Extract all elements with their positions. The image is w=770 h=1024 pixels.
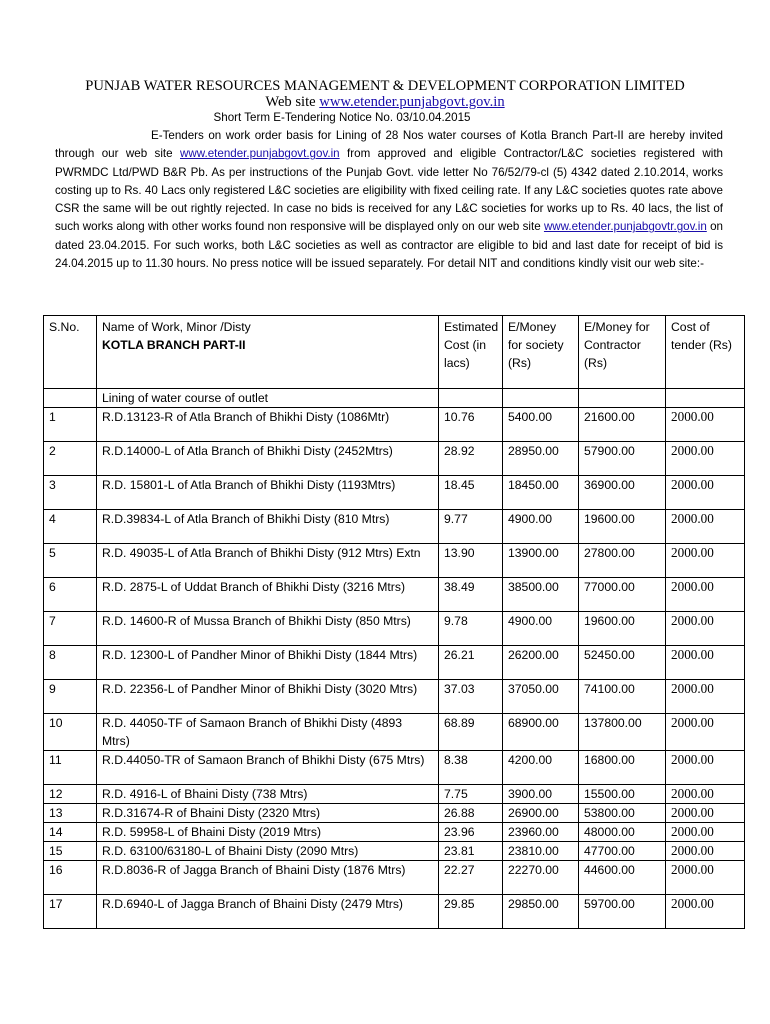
row-estimated-cost: 9.77 [439,510,503,544]
row-tender-cost: 2000.00 [666,442,745,476]
table-row [44,680,745,714]
row-tender-cost: 2000.00 [666,842,745,861]
row-tender-cost: 2000.00 [666,408,745,442]
intro-empty-cell [439,389,503,408]
row-sno: 8 [44,646,97,680]
row-sno: 16 [44,861,97,895]
row-sno: 15 [44,842,97,861]
table-row [44,476,745,510]
notice-number: Short Term E-Tendering Notice No. 03/10.04.2015 [213,111,471,124]
paragraph-part-3: on dated 23.04.2015. For such works, both L&C societies as well as contractor are eligible to bid and last date for receipt of bid is 24.04.2015 up to 11.30 hours. No press notice will be issued separately. For detail NIT and conditions kindly visit our web site:- [55,220,723,271]
row-sno: 2 [44,442,97,476]
row-estimated-cost: 13.90 [439,544,503,578]
row-tender-cost: 2000.00 [666,751,745,785]
intro-sno-cell [44,389,97,408]
row-estimated-cost: 8.38 [439,751,503,785]
row-estimated-cost: 23.81 [439,842,503,861]
row-work-name: R.D.8036-R of Jagga Branch of Bhaini Disty (1876 Mtrs) [97,861,439,895]
header-name-label: Name of Work, Minor /Disty [102,320,251,334]
row-emoney-contractor: 57900.00 [579,442,666,476]
table-row [44,751,745,785]
table-row [44,861,745,895]
row-emoney-contractor: 21600.00 [579,408,666,442]
row-tender-cost: 2000.00 [666,510,745,544]
tender-paragraph [55,127,723,273]
row-work-name: R.D. 49035-L of Atla Branch of Bhikhi Disty (912 Mtrs) Extn [97,544,439,578]
row-emoney-society: 23810.00 [503,842,579,861]
row-emoney-contractor: 52450.00 [579,646,666,680]
row-emoney-society: 26900.00 [503,804,579,823]
table-row [44,842,745,861]
row-sno: 1 [44,408,97,442]
page-title: PUNJAB WATER RESOURCES MANAGEMENT & DEVELOPMENT CORPORATION LIMITED [85,78,685,94]
paragraph-part-1: E-Tenders on work order basis for Lining of 28 Nos water courses of Kotla Branch Part-II are hereby invited through our web site [55,129,723,161]
row-sno: 17 [44,895,97,929]
row-tender-cost: 2000.00 [666,895,745,929]
row-estimated-cost: 22.27 [439,861,503,895]
etender-link-1[interactable]: www.etender.punjabgovt.gov.in [180,147,340,161]
row-emoney-society: 68900.00 [503,714,579,751]
row-sno: 14 [44,823,97,842]
row-emoney-society: 4200.00 [503,751,579,785]
row-emoney-society: 18450.00 [503,476,579,510]
row-tender-cost: 2000.00 [666,714,745,751]
row-work-name: R.D. 44050-TF of Samaon Branch of Bhikhi Disty (4893 Mtrs) [97,714,439,751]
row-emoney-contractor: 27800.00 [579,544,666,578]
row-sno: 3 [44,476,97,510]
header-emoney-society: E/Money for society (Rs) [503,316,579,389]
row-sno: 10 [44,714,97,751]
row-emoney-society: 37050.00 [503,680,579,714]
row-estimated-cost: 38.49 [439,578,503,612]
header-tender-cost: Cost of tender (Rs) [666,316,745,389]
intro-empty-cell [579,389,666,408]
row-estimated-cost: 18.45 [439,476,503,510]
row-estimated-cost: 29.85 [439,895,503,929]
row-sno: 4 [44,510,97,544]
row-estimated-cost: 23.96 [439,823,503,842]
row-estimated-cost: 7.75 [439,785,503,804]
row-tender-cost: 2000.00 [666,861,745,895]
row-work-name: R.D. 63100/63180-L of Bhaini Disty (2090 Mtrs) [97,842,439,861]
row-estimated-cost: 68.89 [439,714,503,751]
row-work-name: R.D. 15801-L of Atla Branch of Bhikhi Disty (1193Mtrs) [97,476,439,510]
row-emoney-contractor: 44600.00 [579,861,666,895]
row-emoney-contractor: 77000.00 [579,578,666,612]
table-row [44,510,745,544]
website-link[interactable]: www.etender.punjabgovt.gov.in [319,94,505,110]
row-estimated-cost: 28.92 [439,442,503,476]
row-sno: 12 [44,785,97,804]
row-estimated-cost: 10.76 [439,408,503,442]
table-intro-row [44,389,745,408]
table-row [44,442,745,476]
row-emoney-contractor: 74100.00 [579,680,666,714]
table-row [44,785,745,804]
row-estimated-cost: 9.78 [439,612,503,646]
row-emoney-contractor: 47700.00 [579,842,666,861]
website-line [0,94,770,110]
row-emoney-contractor: 15500.00 [579,785,666,804]
row-tender-cost: 2000.00 [666,612,745,646]
table-row [44,714,745,751]
header-branch-label: KOTLA BRANCH PART-II [102,338,246,352]
row-emoney-society: 38500.00 [503,578,579,612]
row-tender-cost: 2000.00 [666,680,745,714]
row-emoney-contractor: 48000.00 [579,823,666,842]
row-sno: 7 [44,612,97,646]
row-estimated-cost: 37.03 [439,680,503,714]
row-emoney-society: 3900.00 [503,785,579,804]
row-work-name: R.D.13123-R of Atla Branch of Bhikhi Disty (1086Mtr) [97,408,439,442]
row-emoney-contractor: 36900.00 [579,476,666,510]
row-sno: 6 [44,578,97,612]
intro-empty-cell [666,389,745,408]
row-work-name: R.D.6940-L of Jagga Branch of Bhaini Disty (2479 Mtrs) [97,895,439,929]
header-sno: S.No. [44,316,97,389]
paragraph-part-2: from approved and eligible Contractor/L&C societies registered with PWRMDC Ltd/PWD B&R Pb. As per instructions of the Punjab Govt. vide letter No 76/52/79-cl (5) 4342 dated 2.10.2014, works costing up to Rs. 40 Lacs only registered L&C societies are eligibility with fixed ceiling rate. If any L&C societies quotes rate above CSR the same will be out rightly rejected. In case no bids is received for any L&C societies for works up to Rs. 40 lacs, the list of such works along with other works found non responsive will be displayed only on our web site [55,147,723,234]
intro-empty-cell [503,389,579,408]
row-work-name: R.D.39834-L of Atla Branch of Bhikhi Disty (810 Mtrs) [97,510,439,544]
row-tender-cost: 2000.00 [666,544,745,578]
row-estimated-cost: 26.88 [439,804,503,823]
row-emoney-society: 4900.00 [503,612,579,646]
row-emoney-society: 28950.00 [503,442,579,476]
row-sno: 9 [44,680,97,714]
header-emoney-contractor: E/Money for Contractor (Rs) [579,316,666,389]
header-estimated-cost: Estimated Cost (in lacs) [439,316,503,389]
row-emoney-society: 5400.00 [503,408,579,442]
row-emoney-contractor: 53800.00 [579,804,666,823]
table-header-row [44,316,745,389]
row-tender-cost: 2000.00 [666,804,745,823]
row-emoney-society: 22270.00 [503,861,579,895]
row-work-name: R.D. 2875-L of Uddat Branch of Bhikhi Disty (3216 Mtrs) [97,578,439,612]
table-row [44,895,745,929]
row-emoney-contractor: 16800.00 [579,751,666,785]
row-emoney-society: 13900.00 [503,544,579,578]
row-tender-cost: 2000.00 [666,578,745,612]
table-row [44,612,745,646]
row-work-name: R.D.31674-R of Bhaini Disty (2320 Mtrs) [97,804,439,823]
row-work-name: R.D. 4916-L of Bhaini Disty (738 Mtrs) [97,785,439,804]
row-sno: 13 [44,804,97,823]
header-name-of-work [97,316,439,389]
row-emoney-society: 29850.00 [503,895,579,929]
row-emoney-society: 26200.00 [503,646,579,680]
row-sno: 11 [44,751,97,785]
row-tender-cost: 2000.00 [666,476,745,510]
table-row [44,646,745,680]
row-sno: 5 [44,544,97,578]
intro-text: Lining of water course of outlet [97,389,439,408]
etender-link-2[interactable]: www.etender.punjabgovtr.gov.in [543,220,707,234]
row-work-name: R.D. 59958-L of Bhaini Disty (2019 Mtrs) [97,823,439,842]
row-work-name: R.D. 22356-L of Pandher Minor of Bhikhi Disty (3020 Mtrs) [97,680,439,714]
table-row [44,804,745,823]
works-table [43,315,745,929]
table-row [44,823,745,842]
row-emoney-society: 4900.00 [503,510,579,544]
row-emoney-contractor: 59700.00 [579,895,666,929]
table-row [44,408,745,442]
row-work-name: R.D. 12300-L of Pandher Minor of Bhikhi Disty (1844 Mtrs) [97,646,439,680]
row-estimated-cost: 26.21 [439,646,503,680]
row-emoney-contractor: 137800.00 [579,714,666,751]
row-work-name: R.D.14000-L of Atla Branch of Bhikhi Disty (2452Mtrs) [97,442,439,476]
row-work-name: R.D. 14600-R of Mussa Branch of Bhikhi Disty (850 Mtrs) [97,612,439,646]
row-tender-cost: 2000.00 [666,785,745,804]
row-work-name: R.D.44050-TR of Samaon Branch of Bhikhi Disty (675 Mtrs) [97,751,439,785]
row-emoney-contractor: 19600.00 [579,612,666,646]
row-tender-cost: 2000.00 [666,646,745,680]
website-label: Web site [265,94,316,110]
row-emoney-society: 23960.00 [503,823,579,842]
row-emoney-contractor: 19600.00 [579,510,666,544]
row-tender-cost: 2000.00 [666,823,745,842]
table-row [44,544,745,578]
table-row [44,578,745,612]
